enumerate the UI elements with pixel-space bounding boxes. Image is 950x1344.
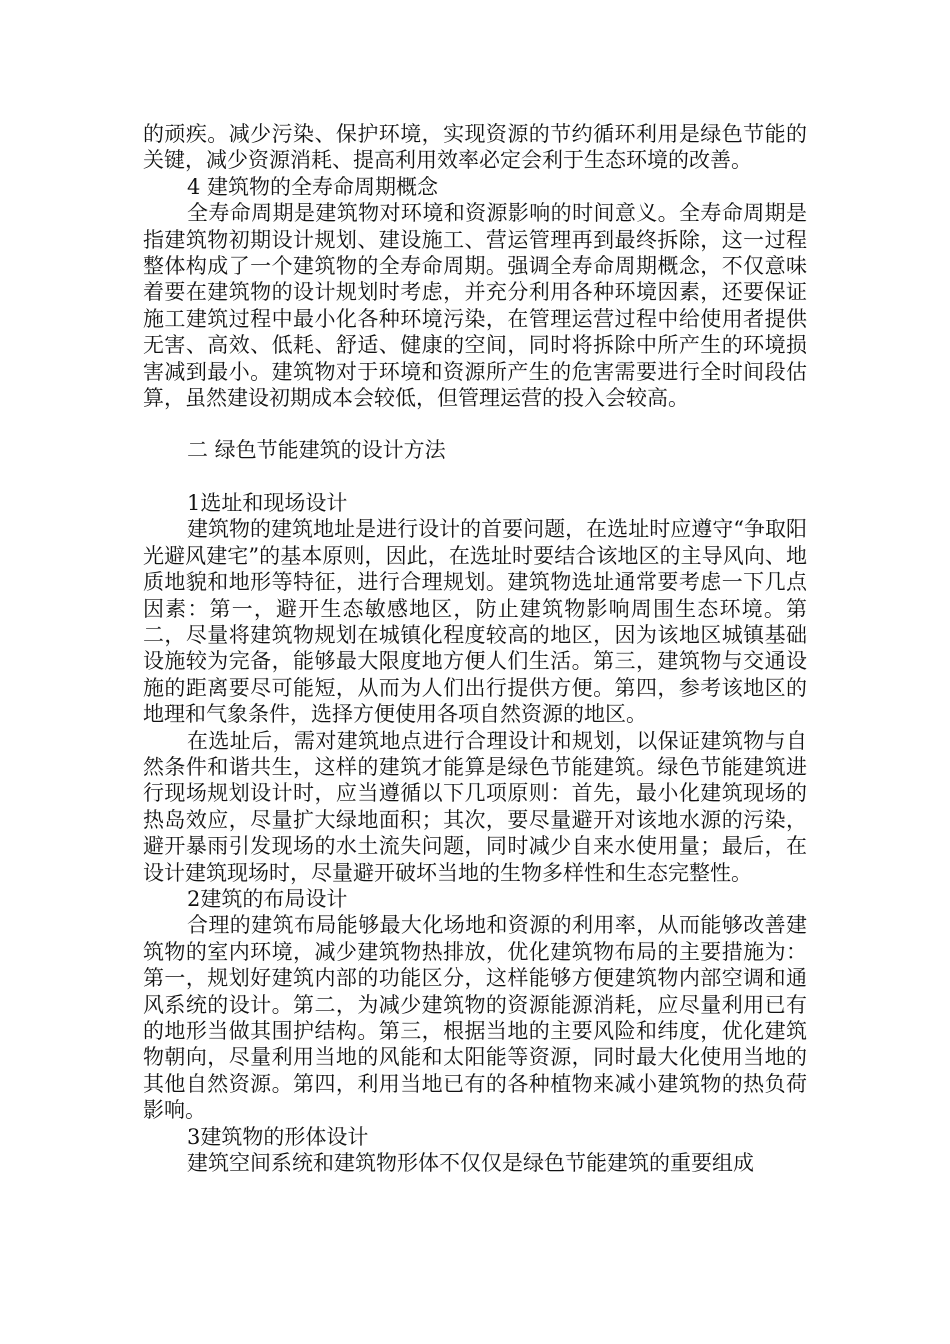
heading-lifecycle-concept: 4 建筑物的全寿命周期概念 bbox=[187, 174, 439, 199]
paragraph-form-design: 建筑空间系统和建筑物形体不仅仅是绿色节能建筑的重要组成 bbox=[187, 1151, 754, 1176]
paragraph-site-planning: 在选址后，需对建筑地点进行合理设计和规划，以保证建筑物与自然条件和谐共生，这样的建筑才能算是绿色节能建筑。绿色节能建筑进行现场规划设计时，应当遵循以下几项原则：首先，最小化建筑现场的热岛效应，尽量扩大绿地面积；其次，要尽量避开对该地水源的污染，避开暴雨引发现场的水土流失问题，同时减少自来水使用量；最后，在设计建筑现场时，尽量避开破坏当地的生物多样性和生态完整性。 bbox=[143, 728, 807, 885]
heading-site-selection: 1选址和现场设计 bbox=[187, 490, 348, 515]
paragraph-lifecycle: 全寿命周期是建筑物对环境和资源影响的时间意义。全寿命周期是指建筑物初期设计规划、建设施工、营运管理再到最终拆除，这一过程整体构成了一个建筑物的全寿命周期。强调全寿命周期概念，不仅意味着要在建筑物的设计规划时考虑，并充分利用各种环境因素，还要保证施工建筑过程中最小化各种环境污染，在管理运营过程中给使用者提供无害、高效、低耗、舒适、健康的空间，同时将拆除中所产生的环境损害减到最小。建筑物对于环境和资源所产生的危害需要进行全时间段估算，虽然建设初期成本会较低，但管理运营的投入会较高。 bbox=[143, 201, 807, 411]
heading-layout-design: 2建筑的布局设计 bbox=[187, 886, 348, 911]
spacer bbox=[143, 464, 807, 490]
section-heading-design-methods: 二 绿色节能建筑的设计方法 bbox=[187, 438, 446, 463]
paragraph-layout-design: 合理的建筑布局能够最大化场地和资源的利用率，从而能够改善建筑物的室内环境，减少建筑物热排放，优化建筑物布局的主要措施为：第一，规划好建筑内部的功能区分，这样能够方便建筑物内部空调和通风系统的设计。第二，为减少建筑物的资源能源消耗，应尽量利用已有的地形当做其围护结构。第三，根据当地的主要风险和纬度，优化建筑物朝向，尽量利用当地的风能和太阳能等资源，同时最大化使用当地的其他自然资源。第四，利用当地已有的各种植物来减小建筑物的热负荷影响。 bbox=[143, 913, 807, 1123]
document-page bbox=[143, 121, 807, 1176]
heading-form-design: 3建筑物的形体设计 bbox=[187, 1124, 369, 1149]
spacer bbox=[143, 411, 807, 437]
paragraph-site-selection: 建筑物的建筑地址是进行设计的首要问题，在选址时应遵守“争取阳光避风建宅”的基本原则，因此，在选址时要结合该地区的主导风向、地质地貌和地形等特征，进行合理规划。建筑物选址通常要考虑一下几点因素：第一，避开生态敏感地区，防止建筑物影响周围生态环境。第二，尽量将建筑物规划在城镇化程度较高的地区，因为该地区城镇基础设施较为完备，能够最大限度地方便人们生活。第三，建筑物与交通设施的距离要尽可能短，从而为人们出行提供方便。第四，参考该地区的地理和气象条件，选择方便使用各项自然资源的地区。 bbox=[143, 517, 807, 727]
paragraph-continuation: 的顽疾。减少污染、保护环境，实现资源的节约循环利用是绿色节能的关键，减少资源消耗、提高利用效率必定会利于生态环境的改善。 bbox=[143, 122, 807, 173]
